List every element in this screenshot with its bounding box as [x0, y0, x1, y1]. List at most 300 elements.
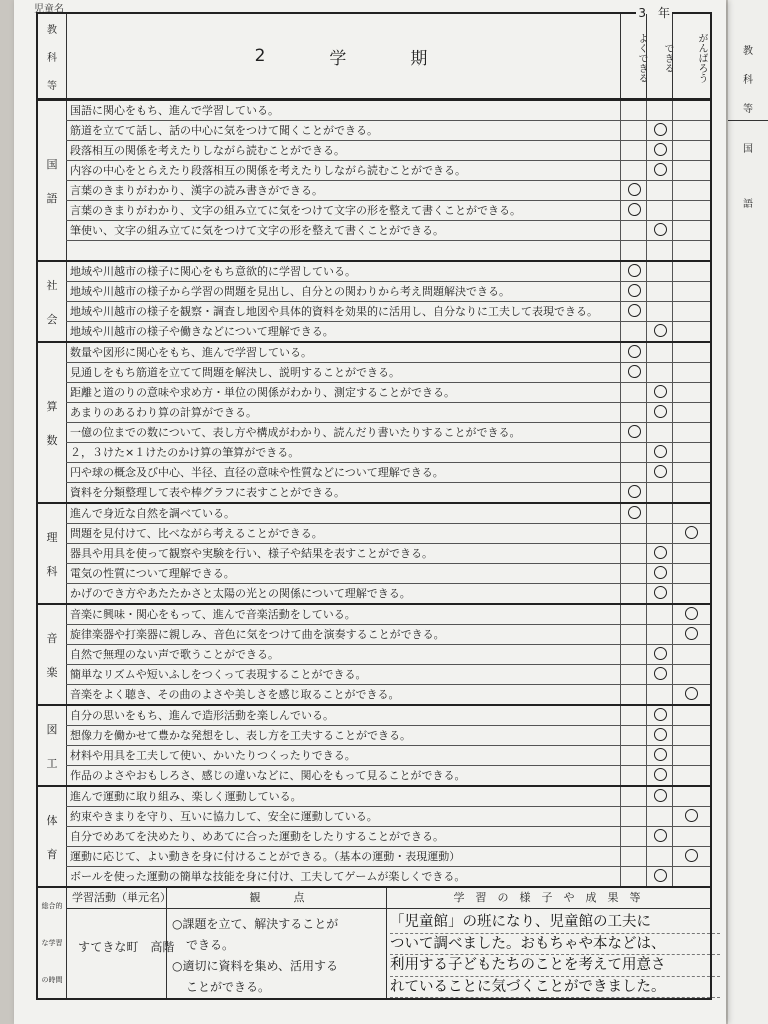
check-cell	[672, 322, 709, 341]
subject-block	[38, 787, 710, 888]
criterion-text: 段落相互の関係を考えたりしながら読むことができる。	[70, 144, 345, 157]
criterion-row	[66, 867, 710, 886]
check-cell	[672, 665, 709, 684]
check-cell	[646, 282, 673, 301]
neighbor-label: 科	[743, 75, 753, 86]
criterion-row	[66, 564, 710, 584]
check-cell	[620, 322, 647, 341]
criterion-row	[66, 343, 710, 363]
mark-circle	[654, 465, 667, 478]
check-cell	[620, 787, 647, 806]
mark-circle	[628, 264, 641, 277]
check-cell	[646, 181, 673, 200]
viewpoint-line: できる。	[186, 938, 235, 952]
mark-circle	[628, 304, 641, 317]
subject-column-header	[38, 14, 67, 98]
mark-circle	[685, 687, 698, 700]
check-cell	[620, 262, 647, 281]
subject-name	[38, 262, 67, 341]
check-cell	[620, 827, 647, 846]
criterion-row	[66, 241, 710, 260]
check-cell	[646, 766, 673, 785]
subject-char: 楽	[46, 665, 58, 679]
check-cell	[620, 121, 647, 140]
check-cell	[646, 665, 673, 684]
criterion-row	[66, 101, 710, 121]
check-cell	[620, 766, 647, 785]
subject-char: 図	[46, 722, 58, 736]
check-cell	[646, 463, 673, 482]
criterion-text: 約束やきまりを守り、互いに協力して、安全に運動している。	[70, 810, 378, 823]
check-cell	[672, 605, 709, 624]
check-cell	[672, 726, 709, 745]
check-cell	[646, 363, 673, 382]
criterion-row	[66, 403, 710, 423]
subject-block	[38, 605, 710, 706]
check-cell	[646, 544, 673, 563]
criterion-text: 見通しをもち筋道を立てて問題を解決し、説明することができる。	[70, 366, 400, 379]
check-cell	[646, 121, 673, 140]
mark-circle	[654, 708, 667, 721]
check-cell	[620, 201, 647, 220]
check-cell	[646, 221, 673, 240]
check-cell	[646, 403, 673, 422]
subject-char: 社	[46, 278, 58, 292]
mark-circle	[654, 667, 667, 680]
check-cell	[646, 524, 673, 543]
handwritten-comment	[390, 912, 720, 998]
check-cell	[672, 625, 709, 644]
grade-label: 3 年	[638, 6, 670, 20]
col-header-dekiru: できる	[646, 14, 672, 98]
subject-name	[38, 343, 67, 502]
subject-name	[38, 706, 67, 785]
subject-char: 工	[46, 756, 58, 770]
criterion-row	[66, 262, 710, 282]
mark-circle	[685, 627, 698, 640]
mark-circle	[628, 345, 641, 358]
criterion-text: ボールを使った運動の簡単な技能を身に付け、工夫してゲームが楽しくできる。	[70, 870, 466, 883]
check-cell	[646, 726, 673, 745]
criterion-row	[66, 463, 710, 483]
check-cell	[620, 282, 647, 301]
criterion-row	[66, 827, 710, 847]
criterion-row	[66, 685, 710, 704]
check-cell	[672, 867, 709, 886]
criterion-text: 地域や川越市の様子や働きなどについて理解できる。	[70, 325, 334, 338]
check-cell	[620, 423, 647, 442]
criterion-text: 進んで運動に取り組み、楽しく運動している。	[70, 790, 302, 803]
check-cell	[646, 605, 673, 624]
check-cell	[672, 101, 709, 120]
mark-circle	[654, 829, 667, 842]
subject-char: 育	[46, 847, 58, 861]
subject-name	[38, 504, 67, 603]
neighbor-kokugo	[728, 140, 768, 180]
criterion-text: 資料を分類整理して表や棒グラフに表すことができる。	[70, 486, 345, 499]
criterion-row	[66, 383, 710, 403]
check-cell	[672, 787, 709, 806]
check-cell	[646, 322, 673, 341]
criterion-row	[66, 201, 710, 221]
term-title	[66, 14, 620, 98]
subject-block	[38, 262, 710, 343]
criterion-row	[66, 787, 710, 807]
check-cell	[672, 282, 709, 301]
mark-circle	[628, 183, 641, 196]
check-cell	[672, 685, 709, 704]
criterion-text: 音楽をよく聴き、その曲のよさや美しさを感じ取ることができる。	[70, 688, 400, 701]
check-cell	[646, 787, 673, 806]
check-cell	[646, 746, 673, 765]
criterion-text: 材料や用具を工夫して使い、かいたりつくったりできる。	[70, 749, 356, 762]
mark-circle	[654, 163, 667, 176]
mark-circle	[628, 485, 641, 498]
criterion-row	[66, 302, 710, 322]
check-cell	[646, 483, 673, 502]
integrated-study-section	[38, 888, 710, 998]
check-cell	[672, 241, 709, 260]
criterion-row	[66, 443, 710, 463]
check-cell	[672, 746, 709, 765]
check-cell	[646, 807, 673, 826]
result-header: 学 習 の 様 子 や 成 果 等	[388, 888, 706, 909]
subject-char: 語	[46, 191, 58, 205]
subject-char: 算	[46, 399, 58, 413]
check-cell	[646, 625, 673, 644]
criterion-text: 自分でめあてを決めたり、めあてに合った運動をしたりすることができる。	[70, 830, 444, 843]
mark-circle	[654, 546, 667, 559]
comment-line: ついて調べました。おもちゃや本などは、	[390, 934, 720, 956]
check-cell	[672, 847, 709, 866]
check-cell	[620, 363, 647, 382]
check-cell	[620, 847, 647, 866]
check-cell	[672, 201, 709, 220]
check-cell	[672, 161, 709, 180]
neighbor-go	[728, 195, 768, 225]
side-label: な学習	[41, 938, 63, 947]
criterion-text: 筋道を立てて話し、話の中心に気をつけて聞くことができる。	[70, 124, 378, 137]
subject-char: 数	[46, 433, 58, 447]
check-cell	[646, 262, 673, 281]
check-cell	[646, 584, 673, 603]
col-header-yoku: よくできる	[620, 14, 646, 98]
neighbor-page	[728, 0, 768, 1024]
criterion-row	[66, 665, 710, 685]
check-cell	[672, 181, 709, 200]
activity-header: 学習活動（単元名）	[72, 888, 196, 909]
mark-circle	[628, 203, 641, 216]
criterion-text: 内容の中心をとらえたり段落相互の関係を考えたりしながら読むことができる。	[70, 164, 466, 177]
check-cell	[620, 584, 647, 603]
mark-circle	[654, 566, 667, 579]
check-cell	[646, 706, 673, 725]
subject-name	[38, 101, 67, 260]
check-cell	[646, 827, 673, 846]
check-cell	[672, 363, 709, 382]
criterion-text: 言葉のきまりがわかり、文字の組み立てに気をつけて文字の形を整えて書くことができる。	[70, 204, 521, 217]
check-cell	[620, 605, 647, 624]
check-cell	[620, 383, 647, 402]
criterion-text: 旋律楽器や打楽器に親しみ、音色に気をつけて曲を演奏することができる。	[70, 628, 445, 641]
subject-char: 国	[46, 157, 58, 171]
check-cell	[672, 645, 709, 664]
subject-block	[38, 101, 710, 262]
criterion-text: 筆使い、文字の組み立てに気をつけて文字の形を整えて書くことができる。	[70, 224, 444, 237]
mark-circle	[654, 123, 667, 136]
comment-line: 利用する子どもたちのことを考えて用意さ	[390, 955, 720, 977]
check-cell	[646, 383, 673, 402]
mark-circle	[685, 607, 698, 620]
check-cell	[672, 807, 709, 826]
check-cell	[646, 867, 673, 886]
check-cell	[620, 504, 647, 523]
subject-char: 会	[46, 312, 58, 326]
check-cell	[646, 645, 673, 664]
criterion-text: 自然で無理のない声で歌うことができる。	[70, 648, 279, 661]
criterion-text: 自分の思いをもち、進んで造形活動を楽しんでいる。	[70, 709, 334, 722]
criterion-row	[66, 766, 710, 785]
check-cell	[620, 181, 647, 200]
subject-block	[38, 343, 710, 504]
check-cell	[620, 726, 647, 745]
mark-circle	[654, 385, 667, 398]
mark-circle	[654, 869, 667, 882]
criterion-row	[66, 706, 710, 726]
check-cell	[646, 443, 673, 462]
criterion-row	[66, 605, 710, 625]
check-cell	[672, 121, 709, 140]
subject-char: 理	[46, 530, 58, 544]
subject-char: 科	[46, 564, 58, 578]
mark-circle	[654, 586, 667, 599]
criterion-text: 数量や図形に関心をもち、進んで学習している。	[70, 346, 312, 359]
mark-circle	[654, 445, 667, 458]
term-number: 2	[254, 46, 270, 66]
check-cell	[646, 201, 673, 220]
criterion-row	[66, 423, 710, 443]
check-cell	[620, 463, 647, 482]
header-rule	[66, 908, 710, 909]
check-cell	[620, 564, 647, 583]
neighbor-label: 教	[743, 46, 753, 57]
subject-name	[38, 605, 67, 704]
check-cell	[646, 101, 673, 120]
check-cell	[620, 141, 647, 160]
criterion-row	[66, 524, 710, 544]
mark-circle	[654, 143, 667, 156]
criterion-row	[66, 181, 710, 201]
header-char: 科	[47, 52, 57, 64]
check-cell	[620, 443, 647, 462]
check-cell	[672, 262, 709, 281]
criterion-text: あまりのあるわり算の計算ができる。	[70, 406, 257, 419]
mark-circle	[654, 405, 667, 418]
comment-line: れていることに気づくことができました。	[390, 977, 720, 999]
check-cell	[620, 706, 647, 725]
criterion-row	[66, 584, 710, 603]
neighbor-label: 等	[743, 104, 753, 115]
check-cell	[620, 746, 647, 765]
check-cell	[620, 483, 647, 502]
integrated-study-label	[38, 888, 67, 998]
subject-char: 体	[46, 813, 58, 827]
criterion-text: 地域や川越市の様子から学習の問題を見出し、自分との関わりから考え問題解決できる。	[70, 285, 510, 298]
check-cell	[672, 423, 709, 442]
check-cell	[620, 221, 647, 240]
check-cell	[620, 544, 647, 563]
mark-circle	[628, 425, 641, 438]
mark-circle	[654, 789, 667, 802]
mark-circle	[654, 647, 667, 660]
side-label: の時間	[41, 975, 63, 984]
check-cell	[672, 463, 709, 482]
criterion-row	[66, 141, 710, 161]
check-cell	[620, 524, 647, 543]
viewpoint-line: ことができる。	[186, 980, 271, 994]
check-cell	[672, 584, 709, 603]
subject-block	[38, 706, 710, 787]
criterion-row	[66, 645, 710, 665]
criterion-text: 想像力を働かせて豊かな発想をし、表し方を工夫することができる。	[70, 729, 411, 742]
check-cell	[672, 383, 709, 402]
check-cell	[672, 403, 709, 422]
check-cell	[672, 564, 709, 583]
criterion-text: 音楽に興味・関心をもって、進んで音楽活動をしている。	[70, 608, 356, 621]
mark-circle	[685, 526, 698, 539]
criterion-row	[66, 282, 710, 302]
check-cell	[620, 343, 647, 362]
check-cell	[646, 141, 673, 160]
criterion-text: 地域や川越市の様子を観察・調査し地図や具体的資料を効果的に活用し、自分なりに工夫して表現できる。	[70, 305, 598, 318]
check-cell	[646, 343, 673, 362]
criterion-text: 簡単なリズムや短いふしをつくって表現することができる。	[70, 668, 367, 681]
check-cell	[620, 665, 647, 684]
subject-blocks	[38, 101, 710, 888]
header-char: 教	[47, 24, 57, 36]
check-cell	[672, 302, 709, 321]
mark-circle	[654, 748, 667, 761]
criterion-row	[66, 363, 710, 383]
criterion-text: 問題を見付けて、比べながら考えることができる。	[70, 527, 323, 540]
viewpoint-header: 観 点	[168, 888, 386, 909]
unit-name: すてきな町 高階	[78, 940, 175, 954]
mark-circle	[654, 768, 667, 781]
criterion-text: 進んで身近な自然を調べている。	[70, 507, 235, 520]
mark-circle	[654, 223, 667, 236]
mark-circle	[685, 809, 698, 822]
check-cell	[672, 343, 709, 362]
check-cell	[646, 564, 673, 583]
check-cell	[620, 645, 647, 664]
criterion-text: 作品のよさやおもしろさ、感じの違いなどに、関心をもって見ることができる。	[70, 769, 466, 782]
neighbor-label: 語	[743, 199, 753, 210]
student-name-label: 児童名	[34, 4, 64, 15]
mark-circle	[628, 284, 641, 297]
criterion-text: ２，３けた×１けたのかけ算の筆算ができる。	[70, 446, 300, 459]
viewpoint-list	[172, 914, 338, 998]
criterion-row	[66, 504, 710, 524]
check-cell	[672, 141, 709, 160]
criterion-text: 一億の位までの数について、表し方や構成がわかり、読んだり書いたりすることができる。	[70, 426, 521, 439]
check-cell	[620, 685, 647, 704]
mark-circle	[628, 365, 641, 378]
criterion-text: かげのでき方やあたたかさと太陽の光との関係について理解できる。	[70, 587, 411, 600]
criterion-row	[66, 161, 710, 181]
divider	[386, 888, 387, 998]
criterion-row	[66, 322, 710, 341]
viewpoint-line: ○適切に資料を集め、活用する	[172, 959, 338, 973]
check-cell	[646, 161, 673, 180]
check-cell	[672, 544, 709, 563]
check-cell	[646, 302, 673, 321]
check-cell	[620, 403, 647, 422]
check-cell	[620, 161, 647, 180]
check-cell	[672, 827, 709, 846]
criterion-text: 距離と道のりの意味や求め方・単位の関係がわかり、測定することができる。	[70, 386, 455, 399]
criterion-text: 器具や用具を使って観察や実験を行い、様子や結果を表すことができる。	[70, 547, 433, 560]
term-char: 期	[410, 48, 432, 69]
mark-circle	[654, 728, 667, 741]
mark-circle	[628, 506, 641, 519]
criterion-text: 言葉のきまりがわかり、漢字の読み書きができる。	[70, 184, 323, 197]
criterion-row	[66, 807, 710, 827]
check-cell	[672, 483, 709, 502]
check-cell	[620, 625, 647, 644]
side-label: 総合的	[41, 902, 63, 911]
check-cell	[646, 423, 673, 442]
criterion-row	[66, 121, 710, 141]
criterion-row	[66, 847, 710, 867]
subject-char: 音	[46, 631, 58, 645]
neighbor-kyouka	[728, 30, 768, 121]
check-cell	[620, 807, 647, 826]
criterion-text: 電気の性質について理解できる。	[70, 567, 235, 580]
criterion-text: 運動に応じて、よい動きを身に付けることができる。（基本の運動・表現運動）	[70, 850, 461, 863]
criterion-text: 円や球の概念及び中心、半径、直径の意味や性質などについて理解できる。	[70, 466, 444, 479]
check-cell	[672, 443, 709, 462]
criterion-row	[66, 221, 710, 241]
check-cell	[620, 302, 647, 321]
criterion-row	[66, 746, 710, 766]
mark-circle	[654, 324, 667, 337]
check-cell	[646, 847, 673, 866]
check-cell	[672, 524, 709, 543]
criterion-text: 国語に関心をもち、進んで学習している。	[70, 104, 279, 117]
check-cell	[620, 101, 647, 120]
check-cell	[646, 504, 673, 523]
criterion-row	[66, 726, 710, 746]
check-cell	[646, 685, 673, 704]
viewpoint-line: ○課題を立て、解決することが	[172, 917, 339, 931]
subject-name	[38, 787, 67, 886]
check-cell	[672, 221, 709, 240]
comment-line: 「児童館」の班になり、児童館の工夫に	[390, 912, 720, 934]
check-cell	[646, 241, 673, 260]
criterion-row	[66, 544, 710, 564]
criterion-row	[66, 625, 710, 645]
check-cell	[620, 867, 647, 886]
check-cell	[620, 241, 647, 260]
header-char: 等	[47, 80, 57, 92]
term-char: 学	[329, 48, 351, 69]
neighbor-label: 国	[743, 144, 753, 155]
col-header-ganbarou: がんばろう	[672, 14, 706, 98]
check-cell	[672, 766, 709, 785]
subject-block	[38, 504, 710, 605]
criterion-row	[66, 483, 710, 502]
check-cell	[672, 706, 709, 725]
